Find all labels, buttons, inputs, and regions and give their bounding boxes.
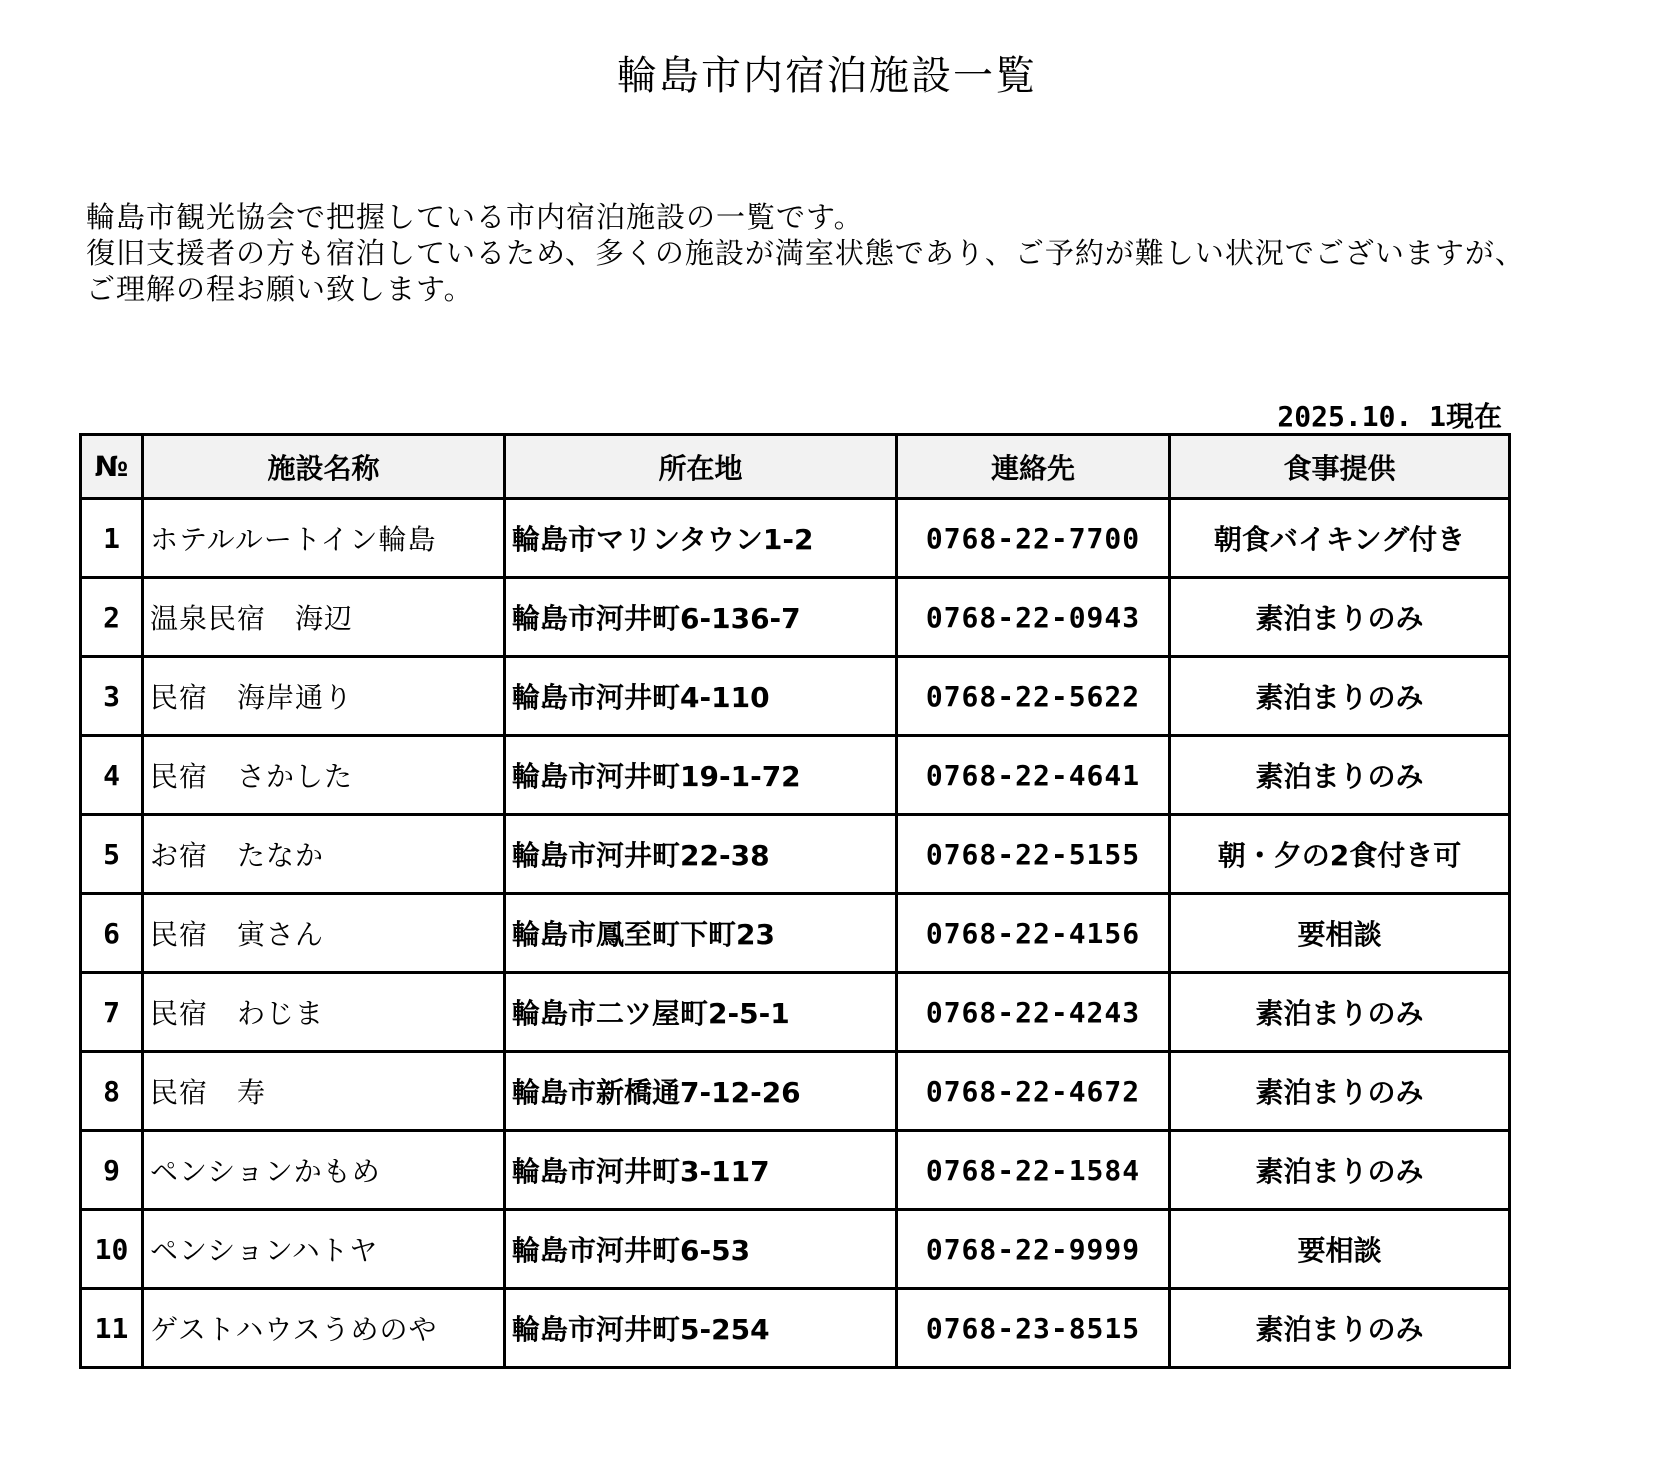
row-address: 輪島市河井町4-110: [505, 657, 897, 736]
row-address: 輪島市鳳至町下町23: [505, 894, 897, 973]
row-meal: 朝食バイキング付き: [1170, 499, 1510, 578]
row-contact: 0768-22-9999: [897, 1210, 1170, 1289]
row-no: 8: [81, 1052, 143, 1131]
row-meal: 素泊まりのみ: [1170, 578, 1510, 657]
row-name: ホテルルートイン輪島: [143, 499, 505, 578]
row-contact: 0768-22-4156: [897, 894, 1170, 973]
row-name: 民宿 寿: [143, 1052, 505, 1131]
header-name: 施設名称: [143, 435, 505, 499]
row-name: お宿 たなか: [143, 815, 505, 894]
row-no: 4: [81, 736, 143, 815]
row-no: 1: [81, 499, 143, 578]
row-address: 輪島市河井町6-136-7: [505, 578, 897, 657]
row-name: 民宿 さかした: [143, 736, 505, 815]
row-address: 輪島市河井町3-117: [505, 1131, 897, 1210]
header-no: №: [81, 435, 143, 499]
table-header-row: [81, 435, 1510, 499]
facility-table: [79, 433, 1511, 1369]
table-row: [81, 815, 1510, 894]
row-contact: 0768-22-5155: [897, 815, 1170, 894]
intro-text: [86, 199, 1526, 307]
row-meal: 素泊まりのみ: [1170, 1131, 1510, 1210]
row-meal: 素泊まりのみ: [1170, 1289, 1510, 1368]
row-meal: 要相談: [1170, 1210, 1510, 1289]
as-of-date: 2025.10. 1現在: [1277, 400, 1502, 433]
header-address: 所在地: [505, 435, 897, 499]
row-address: 輪島市河井町19-1-72: [505, 736, 897, 815]
table-row: [81, 1289, 1510, 1368]
row-contact: 0768-22-0943: [897, 578, 1170, 657]
table-row: [81, 1131, 1510, 1210]
row-no: 3: [81, 657, 143, 736]
row-address: 輪島市河井町5-254: [505, 1289, 897, 1368]
row-no: 2: [81, 578, 143, 657]
table-row: [81, 1210, 1510, 1289]
row-contact: 0768-22-4672: [897, 1052, 1170, 1131]
row-meal: 要相談: [1170, 894, 1510, 973]
intro-line-2: 復旧支援者の方も宿泊しているため、多くの施設が満室状態であり、ご予約が難しい状況でございますが、ご理解の程お願い致します。: [86, 236, 1525, 306]
row-name: 民宿 わじま: [143, 973, 505, 1052]
row-name: ペンションハトヤ: [143, 1210, 505, 1289]
row-name: 民宿 寅さん: [143, 894, 505, 973]
page-title: 輪島市内宿泊施設一覧: [617, 53, 1037, 99]
row-meal: 素泊まりのみ: [1170, 973, 1510, 1052]
row-no: 11: [81, 1289, 143, 1368]
table-row: [81, 894, 1510, 973]
table-row: [81, 736, 1510, 815]
row-no: 10: [81, 1210, 143, 1289]
header-meal: 食事提供: [1170, 435, 1510, 499]
row-address: 輪島市河井町22-38: [505, 815, 897, 894]
row-name: 温泉民宿 海辺: [143, 578, 505, 657]
table-row: [81, 1052, 1510, 1131]
row-contact: 0768-22-1584: [897, 1131, 1170, 1210]
row-no: 9: [81, 1131, 143, 1210]
header-contact: 連絡先: [897, 435, 1170, 499]
table-row: [81, 973, 1510, 1052]
row-meal: 素泊まりのみ: [1170, 657, 1510, 736]
row-address: 輪島市新橋通7-12-26: [505, 1052, 897, 1131]
row-contact: 0768-22-4243: [897, 973, 1170, 1052]
row-contact: 0768-22-5622: [897, 657, 1170, 736]
table-row: [81, 578, 1510, 657]
intro-line-1: 輪島市観光協会で把握している市内宿泊施設の一覧です。: [86, 200, 864, 234]
row-contact: 0768-23-8515: [897, 1289, 1170, 1368]
row-meal: 素泊まりのみ: [1170, 1052, 1510, 1131]
row-contact: 0768-22-7700: [897, 499, 1170, 578]
row-meal: 朝・夕の2食付き可: [1170, 815, 1510, 894]
row-contact: 0768-22-4641: [897, 736, 1170, 815]
row-name: 民宿 海岸通り: [143, 657, 505, 736]
row-name: ゲストハウスうめのや: [143, 1289, 505, 1368]
row-address: 輪島市二ツ屋町2-5-1: [505, 973, 897, 1052]
table-row: [81, 657, 1510, 736]
row-no: 7: [81, 973, 143, 1052]
row-no: 5: [81, 815, 143, 894]
row-name: ペンションかもめ: [143, 1131, 505, 1210]
row-no: 6: [81, 894, 143, 973]
row-meal: 素泊まりのみ: [1170, 736, 1510, 815]
row-address: 輪島市河井町6-53: [505, 1210, 897, 1289]
table-row: [81, 499, 1510, 578]
row-address: 輪島市マリンタウン1-2: [505, 499, 897, 578]
